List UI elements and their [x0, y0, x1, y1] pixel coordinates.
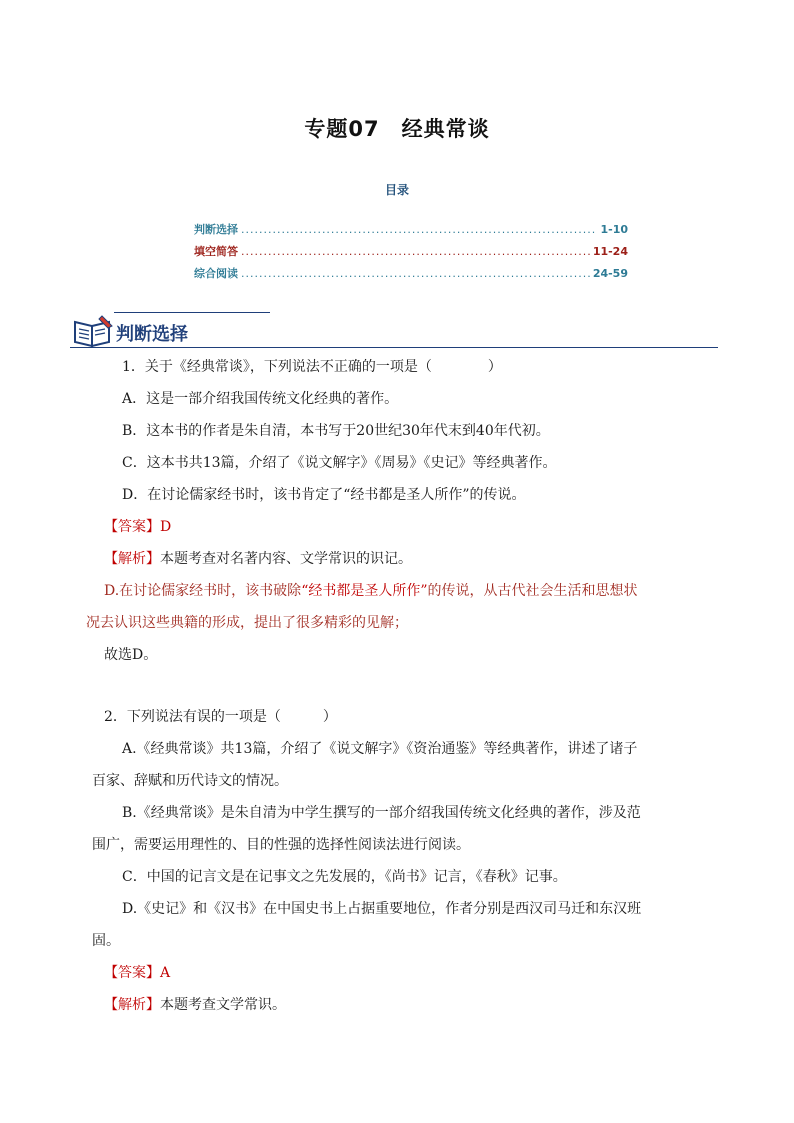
question-1-answer: [104, 516, 171, 536]
question-2-option-a-line-1: A.《经典常谈》共13篇，介绍了《说文解字》《资治通鉴》等经典著作，讲述了诸子: [122, 741, 638, 757]
answer-label: 【答案】: [104, 965, 160, 981]
question-1-stem: 1．关于《经典常谈》，下列说法不正确的一项是（ ）: [122, 359, 502, 375]
toc-item-judge-choice[interactable]: [194, 221, 628, 243]
section-overline: [114, 312, 270, 313]
analysis-label: 【解析】: [104, 997, 160, 1013]
question-1-explanation-line-1: [104, 580, 638, 600]
section-header: [70, 310, 718, 348]
question-2-option-c: C．中国的记言文是在记事文之先发展的，《尚书》记言，《春秋》记事。: [122, 869, 567, 885]
toc-item-pages: 1-10: [600, 223, 628, 236]
toc-item-pages: 11-24: [592, 245, 628, 258]
explanation-text: D.在讨论儒家经书时，该书破除: [104, 583, 302, 599]
toc-item-pages: 24-59: [592, 267, 628, 280]
toc-item-reading[interactable]: [194, 265, 628, 287]
question-1-option-a: A．这是一部介绍我国传统文化经典的著作。: [122, 391, 399, 407]
answer-value: A: [160, 965, 171, 981]
question-1-option-b: B．这本书的作者是朱自清，本书写于20世纪30年代末到40年代初。: [122, 423, 550, 439]
question-1-option-d: D．在讨论儒家经书时，该书肯定了“经书都是圣人所作”的传说。: [122, 487, 526, 503]
question-2-option-b-line-2: 围广，需要运用理性的、目的性强的选择性阅读法进行阅读。: [92, 837, 470, 853]
question-1-analysis: [104, 548, 412, 568]
question-2-option-b-line-1: B.《经典常谈》是朱自清为中学生撰写的一部介绍我国传统文化经典的著作，涉及范: [122, 805, 641, 821]
question-2-option-d-line-1: D.《史记》和《汉书》在中国史书上占据重要地位，作者分别是西汉司马迁和东汉班: [122, 901, 642, 917]
toc-item-label: 综合阅读: [194, 267, 238, 280]
page-title: 专题07 经典常谈: [304, 117, 490, 141]
section-underline: [70, 347, 718, 348]
toc-leader: [241, 223, 597, 236]
toc-item-label: 填空简答: [194, 245, 238, 258]
question-1-explanation-line-2: 况去认识这些典籍的形成，提出了很多精彩的见解；: [86, 615, 408, 631]
analysis-text: 本题考查对名著内容、文学常识的识记。: [160, 551, 412, 567]
toc-leader: [241, 245, 590, 258]
question-2-answer: [104, 962, 170, 982]
explanation-text: 的传说，从古代社会生活和思想状: [427, 583, 638, 599]
toc-item-label: 判断选择: [194, 223, 238, 236]
question-1-conclusion: 故选D。: [104, 647, 158, 663]
question-2-stem: 2．下列说法有误的一项是（ ）: [104, 709, 337, 725]
question-2-option-d-line-2: 固。: [92, 933, 120, 949]
section-title: 判断选择: [116, 324, 188, 345]
analysis-label: 【解析】: [104, 551, 160, 567]
analysis-text: 本题考查文学常识。: [160, 997, 286, 1013]
answer-value: D: [160, 519, 172, 535]
answer-label: 【答案】: [104, 519, 160, 535]
question-1-option-c: C．这本书共13篇，介绍了《说文解字》《周易》《史记》等经典著作。: [122, 455, 557, 471]
explanation-quote: “经书都是圣人所作”: [301, 583, 428, 599]
toc-item-fill-answer[interactable]: [194, 243, 628, 265]
toc-leader: [241, 267, 590, 280]
toc-heading: 目录: [384, 183, 409, 197]
table-of-contents: [194, 221, 628, 287]
book-icon: [72, 314, 114, 348]
question-2-option-a-line-2: 百家、辞赋和历代诗文的情况。: [92, 773, 288, 789]
question-2-analysis: [104, 994, 286, 1014]
